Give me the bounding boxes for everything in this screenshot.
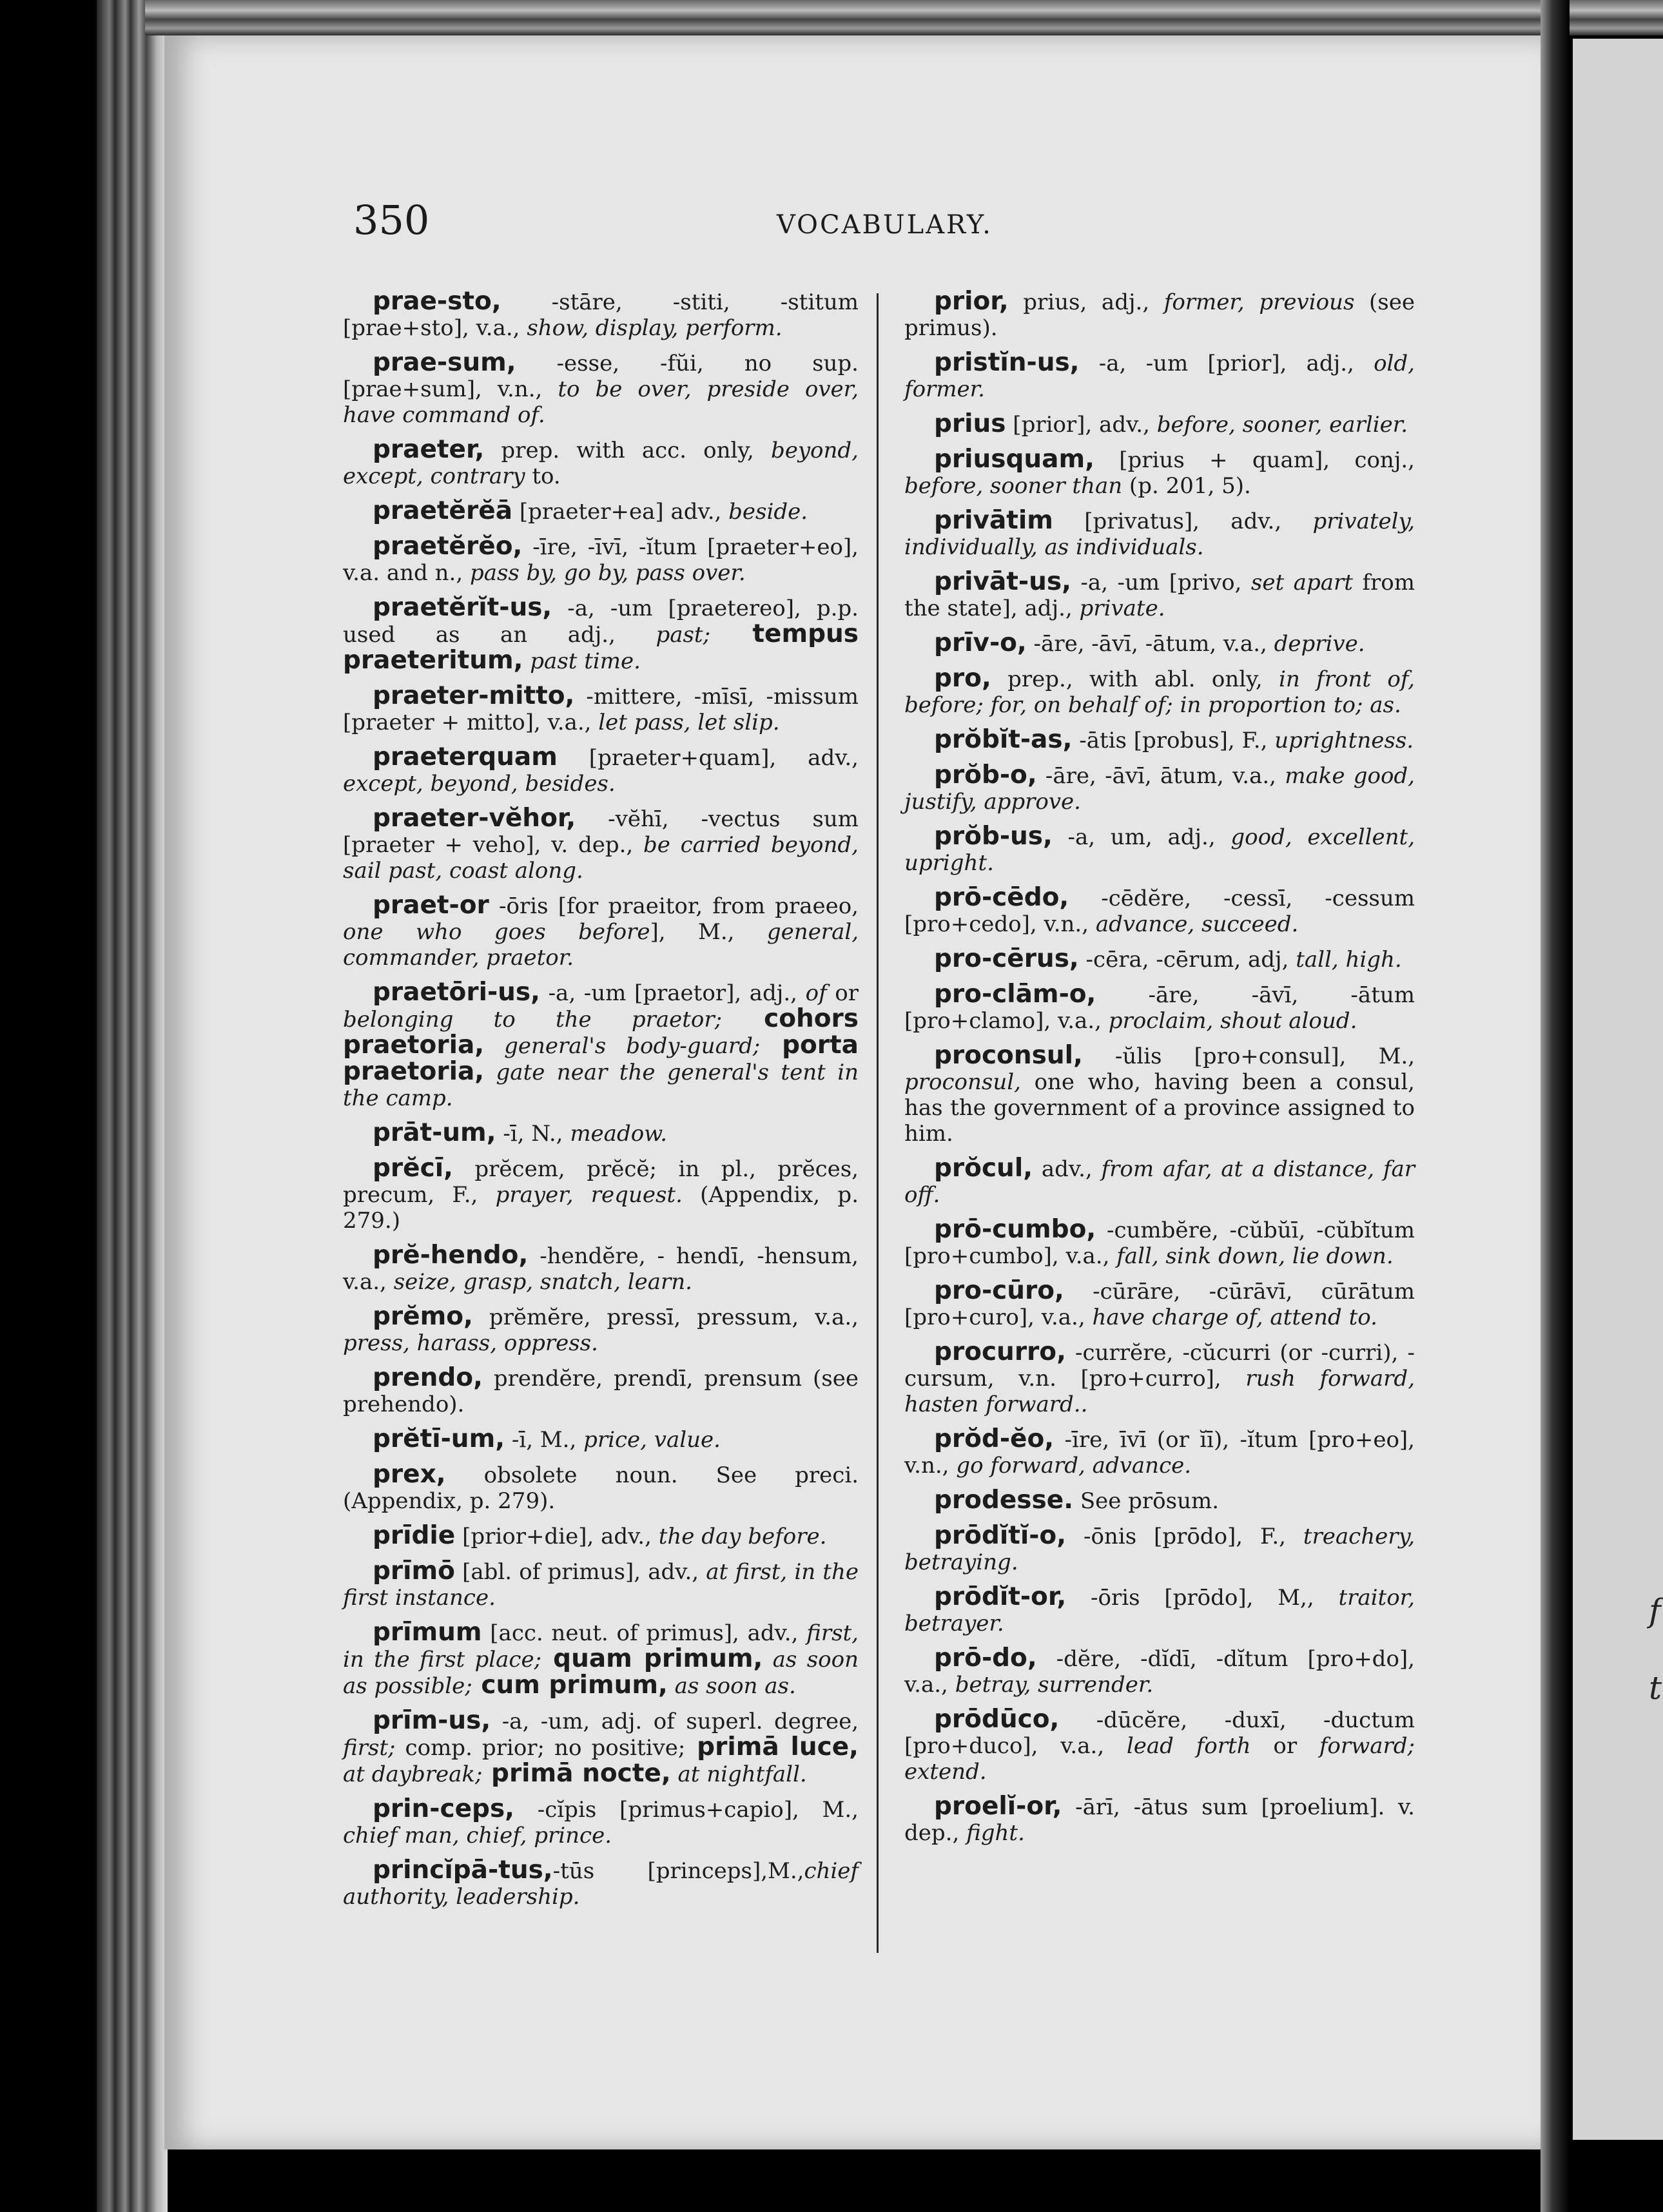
- phrase-headword: cohors praetoria,: [343, 1004, 859, 1060]
- dictionary-entry: [343, 683, 859, 735]
- dictionary-entry: [904, 1523, 1415, 1575]
- entry-translation: lead forth: [1126, 1733, 1251, 1759]
- headword: prĕtī-um,: [373, 1424, 505, 1453]
- dictionary-entry: [343, 806, 859, 884]
- book-gutter: [1541, 0, 1570, 2212]
- entry-grammar: prĕcem, prĕcĕ; in pl., prĕces, precum, F.,: [343, 1156, 859, 1208]
- dictionary-entry: [904, 1645, 1415, 1698]
- dictionary-entry: [904, 824, 1415, 876]
- headword: prior,: [934, 287, 1009, 316]
- entry-translation: good, excellent, upright.: [904, 824, 1415, 876]
- dictionary-entry: [904, 666, 1415, 718]
- entry-grammar: -a, -um [privo,: [1071, 570, 1251, 596]
- entry-grammar: -ōnis [prōdo], F.,: [1066, 1524, 1303, 1549]
- headword: prŏbĭt-as,: [934, 725, 1073, 754]
- entry-translation: seize, grasp, snatch, learn.: [393, 1269, 692, 1295]
- headword: prāt-um,: [373, 1118, 496, 1147]
- entry-translation: deprive.: [1274, 631, 1365, 657]
- entry-translation: in front of, before; for, on behalf of; in proportion to; as.: [904, 666, 1415, 718]
- headword: prīmō: [373, 1557, 455, 1586]
- headword: prius: [934, 409, 1006, 438]
- dictionary-entry: [904, 1584, 1415, 1636]
- headword: prin-ceps,: [373, 1794, 514, 1823]
- headword: prĕcī,: [373, 1154, 453, 1183]
- dictionary-entry: [343, 1426, 859, 1453]
- entry-translation: tall, high.: [1296, 947, 1402, 973]
- headword: prīv-o,: [934, 628, 1027, 657]
- headword: pro-clām-o,: [934, 980, 1096, 1009]
- entry-translation: meadow.: [570, 1121, 668, 1147]
- dictionary-entry: [904, 762, 1415, 815]
- entry-grammar: -āre, -āvī, -ātum, v.a.,: [1026, 631, 1274, 657]
- headword: pro-cērus,: [934, 944, 1079, 973]
- dictionary-entry: [904, 1156, 1415, 1208]
- headword: prīdie: [373, 1521, 456, 1550]
- entry-grammar: -currĕre, -cŭcurri (or -curri), -cursum, v.n. [pro+curro],: [904, 1340, 1415, 1392]
- dictionary-entry: [343, 1796, 859, 1848]
- entry-translation: the day before.: [658, 1524, 827, 1549]
- entry-translation: rush forward, hasten forward..: [904, 1366, 1415, 1417]
- dictionary-entry: [904, 1794, 1415, 1846]
- entry-translation: traitor, betrayer.: [904, 1585, 1415, 1636]
- entry-grammar: -dĕre, -dĭdī, -dĭtum [pro+do], v.a.,: [904, 1646, 1415, 1698]
- entry-translation: former, previous: [1163, 289, 1355, 315]
- entry-translation: from afar, at a distance, far off.: [904, 1156, 1415, 1208]
- dictionary-entry: [343, 1156, 859, 1234]
- entry-translation: show, display, perform.: [527, 315, 783, 341]
- dictionary-entry: [343, 289, 859, 341]
- dictionary-entry: [904, 1339, 1415, 1417]
- entry-translation: make good, justify, approve.: [904, 763, 1415, 815]
- headword: prae-sto,: [373, 287, 501, 316]
- entry-text: or: [1250, 1733, 1319, 1759]
- headword: privātim: [934, 506, 1053, 535]
- entry-translation: belonging to the praetor;: [343, 1007, 723, 1033]
- entry-grammar: prep., with abl. only,: [991, 666, 1279, 692]
- phrase-translation: gate near the general's tent in the camp.: [343, 1060, 859, 1111]
- entry-translation: be carried beyond, sail past, coast along.: [343, 832, 859, 884]
- entry-grammar: [acc. neut. of primus], adv.,: [481, 1620, 807, 1646]
- headword: praeter-mitto,: [373, 681, 575, 710]
- entry-grammar: -mittere, -mīsī, -missum [praeter + mitto], v.a.,: [343, 684, 859, 735]
- entry-grammar: -a, -um [prior], adj.,: [1079, 351, 1374, 376]
- dictionary-entry: [343, 1462, 859, 1514]
- entry-grammar: -cumbĕre, -cŭbŭī, -cŭbĭtum [pro+cumbo], v.a.,: [904, 1218, 1415, 1269]
- entry-grammar: prendĕre, prendī, prensum (see prehendo).: [343, 1366, 859, 1417]
- headword: prīmum: [373, 1618, 482, 1647]
- dictionary-entry: [904, 946, 1415, 973]
- entry-grammar: -tūs [princeps],M.,: [552, 1858, 804, 1884]
- entry-grammar: prius, adj.,: [1008, 289, 1164, 315]
- entry-translation: before, sooner than: [904, 473, 1123, 499]
- phrase-translation: as soon as possible;: [343, 1647, 859, 1699]
- dictionary-entry: [343, 1243, 859, 1295]
- entry-translation: proconsul,: [904, 1069, 1021, 1095]
- headword: proconsul,: [934, 1041, 1083, 1070]
- entry-grammar: -a, -um [praetor], adj.,: [540, 980, 806, 1006]
- headword: prendo,: [373, 1363, 483, 1392]
- entry-translation: go forward, advance.: [956, 1453, 1192, 1479]
- dictionary-entry: [343, 1304, 859, 1356]
- dictionary-entry: [343, 980, 859, 1111]
- entry-translation: except, beyond, besides.: [343, 771, 616, 797]
- phrase-translation: as soon as.: [667, 1673, 796, 1699]
- entry-translation: one who goes before: [343, 919, 650, 945]
- headword: prŏb-us,: [934, 822, 1053, 851]
- entry-translation: have charge of, attend to.: [1092, 1305, 1377, 1330]
- entry-grammar: prĕmĕre, pressī, pressum, v.a.,: [472, 1305, 859, 1330]
- headword: pristĭn-us,: [934, 348, 1080, 377]
- entry-grammar: -ŭlis [pro+consul], M.,: [1082, 1043, 1415, 1069]
- entry-text: (p. 201, 5).: [1122, 473, 1251, 499]
- headword: pro-cūro,: [934, 1276, 1064, 1305]
- dictionary-entry: [343, 595, 859, 674]
- dictionary-entry: [904, 630, 1415, 657]
- entry-translation: of: [805, 980, 827, 1006]
- entry-grammar: [prior], adv.,: [1006, 412, 1157, 438]
- dictionary-entry: [904, 1278, 1415, 1330]
- entry-grammar: -ōris [prōdo], M,,: [1066, 1585, 1339, 1611]
- entry-grammar: -stāre, -stiti, -stitum [prae+sto], v.a.,: [343, 289, 859, 341]
- entry-translation: fall, sink down, lie down.: [1116, 1243, 1394, 1269]
- headword: praetĕrĕo,: [373, 532, 523, 561]
- facing-page-glyph: t: [1649, 1669, 1662, 1707]
- dictionary-entry: [343, 1858, 859, 1910]
- phrase-headword: primā nocte,: [482, 1759, 671, 1788]
- entry-translation: first, in the first place;: [343, 1620, 859, 1673]
- entry-text: one who, having been a consul, has the government of a province assigned to him.: [904, 1069, 1415, 1147]
- phrase-translation: general's body-guard;: [484, 1033, 761, 1059]
- dictionary-entry: [904, 1426, 1415, 1479]
- headword: priusquam,: [934, 445, 1094, 474]
- headword: prŏd-ĕo,: [934, 1424, 1055, 1453]
- page-top-edge: [145, 0, 1663, 35]
- dictionary-entry: [904, 727, 1415, 753]
- entry-grammar: prep. with acc. only,: [484, 438, 771, 463]
- entry-grammar: -āre, -āvī, ātum, v.a.,: [1036, 763, 1285, 789]
- entry-grammar: -īre, -īvī, -ĭtum [praeter+eo], v.a. and n.,: [343, 534, 859, 586]
- dictionary-entry: [904, 447, 1415, 499]
- dictionary-entry: [343, 1365, 859, 1417]
- entry-grammar: -āre, -āvī, -ātum [pro+clamo], v.a.,: [904, 982, 1415, 1034]
- dictionary-entry: [904, 1707, 1415, 1785]
- headword: pro,: [934, 664, 991, 693]
- phrase-headword: primā luce,: [685, 1732, 859, 1761]
- dictionary-entry: [343, 350, 859, 428]
- entry-grammar: adv.,: [1033, 1156, 1102, 1182]
- headword: prĕ-hendo,: [373, 1241, 529, 1270]
- entry-grammar: -dūcĕre, -duxī, -ductum [pro+duco], v.a.,: [904, 1707, 1415, 1759]
- entry-translation: general, commander, praetor.: [343, 919, 859, 971]
- headword: prō-cēdo,: [934, 883, 1069, 912]
- headword: prŏcul,: [934, 1154, 1033, 1183]
- page-number: 350: [353, 197, 430, 244]
- entry-translation: betray, surrender.: [955, 1672, 1154, 1698]
- entry-translation: to be over, preside over, have command of.: [343, 376, 859, 428]
- entry-translation: privately, individually, as individuals.: [904, 509, 1415, 560]
- column-rule: [877, 293, 879, 1953]
- page-stack-edge: [97, 0, 168, 2212]
- entry-grammar: [abl. of primus], adv.,: [454, 1559, 706, 1585]
- entry-text: from the state], adj.,: [904, 570, 1415, 621]
- entry-translation: treachery, betraying.: [904, 1524, 1415, 1575]
- entry-translation: fight.: [966, 1820, 1025, 1846]
- headword: prōdĭt-or,: [934, 1582, 1067, 1611]
- dictionary-entry: [904, 569, 1415, 621]
- dictionary-entry: [343, 1620, 859, 1699]
- headword: prodesse.: [934, 1486, 1074, 1515]
- dictionary-entry: [904, 1217, 1415, 1269]
- entry-grammar: [praeter+ea] adv.,: [512, 499, 729, 525]
- entry-grammar: -a, -um, adj. of superl. degree,: [491, 1709, 859, 1734]
- headword: prōdūco,: [934, 1705, 1060, 1734]
- entry-translation: let pass, let slip.: [598, 710, 780, 735]
- headword: praeter,: [373, 435, 485, 464]
- dictionary-entry: [904, 982, 1415, 1034]
- headword: prae-sum,: [373, 348, 516, 377]
- headword: prŏb-o,: [934, 761, 1037, 790]
- entry-translation: forward; extend.: [904, 1733, 1415, 1785]
- entry-grammar: -ōris [for praeitor, from praeeo,: [489, 893, 859, 919]
- dictionary-entry: [343, 1120, 859, 1147]
- entry-translation: past;: [656, 622, 711, 648]
- entry-translation: before, sooner, earlier.: [1156, 412, 1408, 438]
- phrase-translation: at daybreak;: [343, 1761, 483, 1787]
- entry-grammar: [praeter+quam], adv.,: [557, 745, 859, 771]
- entry-grammar: obsolete noun. See preci. (Appendix, p. 279).: [343, 1462, 859, 1514]
- entry-translation: pass by, go by, pass over.: [469, 560, 746, 586]
- entry-grammar: -ī, M.,: [505, 1427, 584, 1453]
- entry-grammar: [prius + quam], conj.,: [1094, 447, 1415, 473]
- entry-grammar: -ārī, -ātus sum [proelium]. v. dep.,: [904, 1794, 1415, 1846]
- phrase-translation: at nightfall.: [670, 1761, 807, 1787]
- headword: praetĕrĕā: [373, 496, 513, 525]
- entry-translation: old, former.: [904, 351, 1415, 402]
- dictionary-entry: [343, 744, 859, 797]
- dictionary-entry: [904, 885, 1415, 937]
- phrase-headword: quam primum,: [541, 1644, 763, 1673]
- entry-translation: chief authority, leadership.: [343, 1858, 859, 1910]
- entry-text: or: [826, 980, 859, 1006]
- headword: princĭpā-tus,: [373, 1856, 553, 1885]
- entry-grammar: -īre, īvī (or ĭī), -ĭtum [pro+eo], v.n.,: [904, 1427, 1415, 1479]
- entry-grammar: -vĕhī, -vectus sum [praeter + veho], v. dep.,: [343, 806, 859, 858]
- entry-grammar: [prior+die], adv.,: [455, 1524, 659, 1549]
- headword: prīm-us,: [373, 1706, 491, 1735]
- headword: procurro,: [934, 1337, 1066, 1366]
- headword: privāt-us,: [934, 567, 1071, 596]
- dictionary-entry: [904, 350, 1415, 402]
- entry-grammar: -cēdĕre, -cessī, -cessum [pro+cedo], v.n.,: [904, 886, 1415, 937]
- entry-grammar: [privatus], adv.,: [1053, 509, 1313, 534]
- entry-translation: uprightness.: [1274, 728, 1414, 753]
- entry-translation: private.: [1079, 596, 1165, 621]
- right-column: [904, 289, 1415, 1855]
- entry-translation: proclaim, shout aloud.: [1108, 1008, 1357, 1034]
- entry-grammar: -cĭpis [primus+capio], M.,: [514, 1797, 859, 1823]
- phrase-headword: cum primum,: [472, 1671, 668, 1700]
- entry-translation: price, value.: [583, 1427, 721, 1453]
- facing-page-edge: [1573, 39, 1663, 2140]
- headword: prō-do,: [934, 1644, 1037, 1673]
- entry-grammar: -ātis [probus], F.,: [1072, 728, 1275, 753]
- headword: praetĕrĭt-us,: [373, 593, 552, 622]
- entry-translation: chief man, chief, prince.: [343, 1823, 612, 1848]
- entry-translation: advance, succeed.: [1095, 911, 1299, 937]
- dictionary-entry: [343, 437, 859, 489]
- facing-page-glyph: f: [1649, 1592, 1661, 1629]
- dictionary-entry: [904, 411, 1415, 438]
- phrase-headword: porta praetoria,: [343, 1031, 859, 1086]
- left-column: [343, 289, 859, 1919]
- entry-text: to.: [525, 463, 561, 489]
- entry-translation: first;: [343, 1735, 396, 1761]
- headword: praeter-vĕhor,: [373, 804, 576, 833]
- dictionary-entry: [904, 1043, 1415, 1147]
- headword: prex,: [373, 1460, 446, 1489]
- entry-translation: press, harass, oppress.: [343, 1330, 598, 1356]
- dictionary-entry: [343, 893, 859, 971]
- headword: praet-or: [373, 891, 489, 920]
- entry-translation: beside.: [728, 499, 808, 525]
- entry-text: comp. prior; no positive;: [395, 1735, 686, 1761]
- headword: prĕmo,: [373, 1302, 473, 1331]
- phrase-translation: past time.: [523, 648, 641, 674]
- dictionary-entry: [343, 1558, 859, 1611]
- dictionary-entry: [343, 498, 859, 525]
- headword: proelĭ-or,: [934, 1792, 1062, 1821]
- entry-grammar: -cēra, -cērum, adj,: [1078, 947, 1296, 973]
- dictionary-entry: [904, 1488, 1415, 1514]
- headword: prōdĭtĭ-o,: [934, 1521, 1067, 1550]
- phrase-headword: tempus praeteritum,: [343, 619, 859, 675]
- entry-translation: set apart: [1250, 570, 1353, 596]
- entry-text: ], M.,: [650, 919, 767, 945]
- headword: praetōri-us,: [373, 978, 540, 1007]
- entry-text: (see primus).: [904, 289, 1415, 341]
- entry-translation: at first, in the first instance.: [343, 1559, 859, 1611]
- entry-translation: beyond, except, contrary: [343, 438, 859, 489]
- dictionary-entry: [904, 289, 1415, 341]
- entry-translation: prayer, request.: [495, 1182, 683, 1208]
- headword: prō-cumbo,: [934, 1215, 1096, 1244]
- running-head: VOCABULARY.: [777, 210, 993, 240]
- entry-text: (Appendix, p. 279.): [343, 1182, 859, 1234]
- entry-grammar: -hendĕre, - hendī, -hensum, v.a.,: [343, 1243, 859, 1295]
- dictionary-entry: [343, 1523, 859, 1549]
- entry-grammar: -cūrāre, -cūrāvī, cūrātum [pro+curo], v.a.,: [904, 1279, 1415, 1330]
- dictionary-entry: [343, 534, 859, 586]
- entry-grammar: -a, -um [praetereo], p.p. used as an adj.,: [343, 596, 859, 648]
- dictionary-entry: [904, 508, 1415, 560]
- entry-grammar: -esse, -fŭi, no sup. [prae+sum], v.n.,: [343, 351, 859, 402]
- entry-grammar: -ī, N.,: [496, 1121, 570, 1147]
- dictionary-entry: [343, 1708, 859, 1787]
- entry-grammar: -a, um, adj.,: [1052, 824, 1231, 850]
- entry-grammar: See prōsum.: [1073, 1488, 1220, 1514]
- headword: praeterquam: [373, 742, 558, 771]
